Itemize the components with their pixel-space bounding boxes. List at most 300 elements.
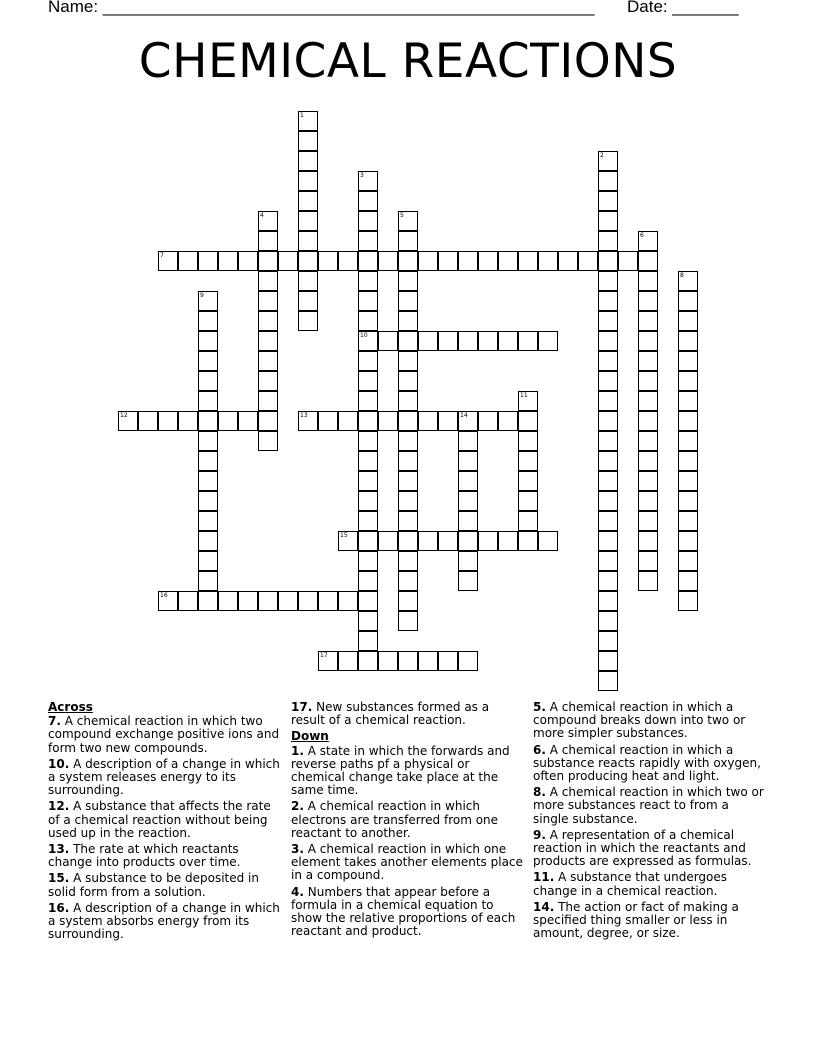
crossword-cell[interactable] xyxy=(418,411,438,431)
cell-number: 12 xyxy=(120,412,128,419)
crossword-cell[interactable] xyxy=(358,271,378,291)
crossword-cell[interactable] xyxy=(358,651,378,671)
crossword-cell[interactable] xyxy=(458,451,478,471)
crossword-cell[interactable] xyxy=(398,271,418,291)
crossword-cell[interactable] xyxy=(398,511,418,531)
crossword-cell[interactable] xyxy=(218,251,238,271)
clue-number: 9. xyxy=(533,827,546,842)
crossword-cell[interactable] xyxy=(598,151,618,171)
crossword-cell[interactable] xyxy=(458,551,478,571)
crossword-cell[interactable] xyxy=(638,471,658,491)
crossword-cell[interactable] xyxy=(518,451,538,471)
crossword-cell[interactable] xyxy=(598,511,618,531)
crossword-cell[interactable] xyxy=(258,411,278,431)
clue-down-6 xyxy=(533,744,765,784)
crossword-cell[interactable] xyxy=(538,531,558,551)
cell-number: 8 xyxy=(680,272,684,279)
crossword-cell[interactable] xyxy=(358,611,378,631)
crossword-cell[interactable] xyxy=(398,251,418,271)
crossword-cell[interactable] xyxy=(358,491,378,511)
crossword-cell[interactable] xyxy=(678,391,698,411)
crossword-cell[interactable] xyxy=(478,531,498,551)
clue-text: A representation of a chemical reaction in which the reactants and products are expressed as formulas. xyxy=(533,827,752,869)
crossword-cell[interactable] xyxy=(198,391,218,411)
page-title: CHEMICAL REACTIONS xyxy=(138,34,678,89)
crossword-cell[interactable] xyxy=(278,591,298,611)
crossword-cell[interactable] xyxy=(198,511,218,531)
crossword-cell[interactable] xyxy=(638,411,658,431)
cell-number: 2 xyxy=(600,152,604,159)
crossword-cell[interactable] xyxy=(298,591,318,611)
crossword-cell[interactable] xyxy=(358,411,378,431)
crossword-cell[interactable] xyxy=(378,411,398,431)
crossword-cell[interactable] xyxy=(378,251,398,271)
crossword-cell[interactable] xyxy=(598,211,618,231)
clue-down-4 xyxy=(291,886,523,939)
crossword-cell[interactable] xyxy=(638,271,658,291)
crossword-cell[interactable] xyxy=(478,411,498,431)
crossword-cell[interactable] xyxy=(598,431,618,451)
crossword-cell[interactable] xyxy=(358,191,378,211)
clue-text: A substance that affects the rate of a chemical reaction without being used up in the reaction. xyxy=(48,799,271,840)
crossword-cell[interactable] xyxy=(438,651,458,671)
crossword-cell[interactable] xyxy=(158,251,178,271)
clue-across-15 xyxy=(48,872,280,898)
crossword-cell[interactable] xyxy=(598,451,618,471)
clue-number: 15. xyxy=(48,871,70,886)
clue-text: A chemical reaction in which electrons are transferred from one reactant to another. xyxy=(291,799,499,840)
cell-number: 17 xyxy=(320,652,328,659)
crossword-cell[interactable] xyxy=(318,411,338,431)
clue-number: 4. xyxy=(291,884,304,899)
crossword-cell[interactable] xyxy=(298,211,318,231)
crossword-cell[interactable] xyxy=(258,311,278,331)
crossword-cell[interactable] xyxy=(258,371,278,391)
crossword-cell[interactable] xyxy=(598,531,618,551)
crossword-cell[interactable] xyxy=(258,291,278,311)
crossword-cell[interactable] xyxy=(438,331,458,351)
crossword-cell[interactable] xyxy=(198,351,218,371)
crossword-cell[interactable] xyxy=(258,271,278,291)
crossword-cell[interactable] xyxy=(638,391,658,411)
crossword-cell[interactable] xyxy=(298,411,318,431)
crossword-cell[interactable] xyxy=(358,431,378,451)
crossword-cell[interactable] xyxy=(358,311,378,331)
cell-number: 3 xyxy=(360,172,364,179)
clue-across-7 xyxy=(48,715,280,755)
clue-across-17 xyxy=(291,701,523,727)
crossword-cell[interactable] xyxy=(338,411,358,431)
crossword-cell[interactable] xyxy=(678,551,698,571)
crossword-cell[interactable] xyxy=(238,591,258,611)
cell-number: 10 xyxy=(360,332,368,339)
clue-number: 13. xyxy=(48,842,70,857)
clue-down-5 xyxy=(533,701,765,741)
crossword-cell[interactable] xyxy=(198,551,218,571)
crossword-cell[interactable] xyxy=(598,551,618,571)
clue-text: The action or fact of making a specified thing smaller or less in amount, degree, or size. xyxy=(533,899,739,941)
crossword-cell[interactable] xyxy=(478,331,498,351)
crossword-cell[interactable] xyxy=(518,331,538,351)
crossword-cell[interactable] xyxy=(438,251,458,271)
crossword-cell[interactable] xyxy=(638,451,658,471)
crossword-cell[interactable] xyxy=(398,231,418,251)
crossword-cell[interactable] xyxy=(638,431,658,451)
clues-column-2 xyxy=(291,701,523,941)
crossword-cell[interactable] xyxy=(278,251,298,271)
crossword-cell[interactable] xyxy=(178,591,198,611)
crossword-cell[interactable] xyxy=(638,551,658,571)
crossword-cell[interactable] xyxy=(518,391,538,411)
clue-down-9 xyxy=(533,829,765,869)
crossword-cell[interactable] xyxy=(518,471,538,491)
crossword-cell[interactable] xyxy=(138,411,158,431)
crossword-cell[interactable] xyxy=(678,311,698,331)
crossword-cell[interactable] xyxy=(118,411,138,431)
crossword-cell[interactable] xyxy=(398,211,418,231)
crossword-cell[interactable] xyxy=(678,511,698,531)
crossword-cell[interactable] xyxy=(638,511,658,531)
crossword-cell[interactable] xyxy=(438,531,458,551)
crossword-cell[interactable] xyxy=(598,411,618,431)
crossword-cell[interactable] xyxy=(258,331,278,351)
crossword-cell[interactable] xyxy=(598,311,618,331)
crossword-cell[interactable] xyxy=(198,471,218,491)
crossword-cell[interactable] xyxy=(638,531,658,551)
clues-column-1 xyxy=(48,701,280,944)
crossword-cell[interactable] xyxy=(298,131,318,151)
crossword-cell[interactable] xyxy=(458,411,478,431)
crossword-cell[interactable] xyxy=(198,571,218,591)
crossword-cell[interactable] xyxy=(398,651,418,671)
crossword-cell[interactable] xyxy=(678,271,698,291)
cell-number: 13 xyxy=(300,412,308,419)
crossword-cell[interactable] xyxy=(638,291,658,311)
clue-number: 17. xyxy=(291,700,313,714)
crossword-cell[interactable] xyxy=(458,331,478,351)
crossword-cell[interactable] xyxy=(398,451,418,471)
crossword-cell[interactable] xyxy=(338,531,358,551)
crossword-cell[interactable] xyxy=(518,251,538,271)
crossword-cell[interactable] xyxy=(258,431,278,451)
crossword-cell[interactable] xyxy=(358,551,378,571)
crossword-cell[interactable] xyxy=(198,371,218,391)
crossword-cell[interactable] xyxy=(358,171,378,191)
crossword-cell[interactable] xyxy=(218,591,238,611)
crossword-cell[interactable] xyxy=(198,291,218,311)
clue-down-3 xyxy=(291,843,523,883)
crossword-cell[interactable] xyxy=(258,211,278,231)
crossword-cell[interactable] xyxy=(178,411,198,431)
crossword-cell[interactable] xyxy=(298,291,318,311)
clue-text: New substances formed as a result of a chemical reaction. xyxy=(291,700,490,728)
crossword-cell[interactable] xyxy=(598,351,618,371)
crossword-cell[interactable] xyxy=(198,531,218,551)
clue-text: A substance to be deposited in solid form from a solution. xyxy=(48,871,259,899)
crossword-cell[interactable] xyxy=(678,531,698,551)
crossword-cell[interactable] xyxy=(258,251,278,271)
crossword-cell[interactable] xyxy=(198,431,218,451)
crossword-cell[interactable] xyxy=(298,191,318,211)
crossword-cell[interactable] xyxy=(298,271,318,291)
crossword-cell[interactable] xyxy=(638,491,658,511)
crossword-cell[interactable] xyxy=(598,591,618,611)
crossword-cell[interactable] xyxy=(638,231,658,251)
crossword-cell[interactable] xyxy=(598,631,618,651)
crossword-cell[interactable] xyxy=(158,591,178,611)
crossword-cell[interactable] xyxy=(358,631,378,651)
crossword-cell[interactable] xyxy=(358,371,378,391)
crossword-cell[interactable] xyxy=(598,471,618,491)
clue-across-12 xyxy=(48,800,280,840)
crossword-cell[interactable] xyxy=(398,531,418,551)
date-field[interactable]: Date: _______ xyxy=(627,0,739,16)
clue-number: 16. xyxy=(48,900,70,915)
cell-number: 14 xyxy=(460,412,468,419)
crossword-cell[interactable] xyxy=(258,231,278,251)
crossword-cell[interactable] xyxy=(638,311,658,331)
clue-number: 11. xyxy=(533,870,555,885)
clue-number: 3. xyxy=(291,842,304,857)
crossword-cell[interactable] xyxy=(298,111,318,131)
clue-number: 6. xyxy=(533,742,546,757)
clue-text: A substance that undergoes change in a chemical reaction. xyxy=(533,870,728,898)
crossword-cell[interactable] xyxy=(378,651,398,671)
crossword-cell[interactable] xyxy=(418,331,438,351)
crossword-cell[interactable] xyxy=(218,411,238,431)
crossword-cell[interactable] xyxy=(358,511,378,531)
crossword-cell[interactable] xyxy=(498,531,518,551)
crossword-cell[interactable] xyxy=(318,251,338,271)
clue-number: 2. xyxy=(291,799,304,814)
crossword-cell[interactable] xyxy=(398,371,418,391)
crossword-cell[interactable] xyxy=(358,571,378,591)
crossword-cell[interactable] xyxy=(638,351,658,371)
cell-number: 1 xyxy=(300,112,304,119)
crossword-cell[interactable] xyxy=(398,571,418,591)
cell-number: 6 xyxy=(640,232,644,239)
crossword-cell[interactable] xyxy=(358,331,378,351)
crossword-cell[interactable] xyxy=(178,251,198,271)
crossword-cell[interactable] xyxy=(458,531,478,551)
cell-number: 16 xyxy=(160,592,168,599)
clue-text: A chemical reaction in which a substance reacts rapidly with oxygen, often producing heat and light. xyxy=(533,742,761,784)
crossword-cell[interactable] xyxy=(518,411,538,431)
crossword-cell[interactable] xyxy=(338,251,358,271)
crossword-cell[interactable] xyxy=(378,531,398,551)
crossword-cell[interactable] xyxy=(678,371,698,391)
crossword-cell[interactable] xyxy=(398,591,418,611)
clue-down-2 xyxy=(291,800,523,840)
crossword-cell[interactable] xyxy=(358,211,378,231)
crossword-cell[interactable] xyxy=(438,411,458,431)
crossword-cell[interactable] xyxy=(638,571,658,591)
crossword-cell[interactable] xyxy=(498,411,518,431)
crossword-cell[interactable] xyxy=(418,531,438,551)
crossword-cell[interactable] xyxy=(458,651,478,671)
clue-down-1 xyxy=(291,745,523,798)
crossword-cell[interactable] xyxy=(598,271,618,291)
crossword-cell[interactable] xyxy=(538,331,558,351)
clue-number: 10. xyxy=(48,756,70,771)
crossword-cell[interactable] xyxy=(358,291,378,311)
crossword-cell[interactable] xyxy=(678,491,698,511)
crossword-cell[interactable] xyxy=(598,371,618,391)
crossword-cell[interactable] xyxy=(598,391,618,411)
crossword-cell[interactable] xyxy=(398,611,418,631)
clue-text: The rate at which reactants change into products over time. xyxy=(48,842,241,870)
crossword-cell[interactable] xyxy=(198,251,218,271)
crossword-cell[interactable] xyxy=(598,191,618,211)
crossword-cell[interactable] xyxy=(198,311,218,331)
crossword-cell[interactable] xyxy=(678,291,698,311)
crossword-cell[interactable] xyxy=(358,351,378,371)
crossword-cell[interactable] xyxy=(598,491,618,511)
clue-number: 5. xyxy=(533,700,546,714)
crossword-cell[interactable] xyxy=(678,451,698,471)
crossword-cell[interactable] xyxy=(598,571,618,591)
crossword-cell[interactable] xyxy=(618,251,638,271)
crossword-cell[interactable] xyxy=(318,651,338,671)
clue-down-14 xyxy=(533,901,765,941)
clue-across-13 xyxy=(48,843,280,869)
crossword-cell[interactable] xyxy=(458,571,478,591)
crossword-cell[interactable] xyxy=(298,231,318,251)
crossword-cell[interactable] xyxy=(598,291,618,311)
clue-text: A description of a change in which a system absorbs energy from its surrounding. xyxy=(48,900,280,942)
crossword-cell[interactable] xyxy=(198,451,218,471)
clue-text: Numbers that appear before a formula in a chemical equation to show the relative proportions of each reactant and product. xyxy=(291,884,516,939)
crossword-cell[interactable] xyxy=(458,511,478,531)
crossword-cell[interactable] xyxy=(398,431,418,451)
crossword-cell[interactable] xyxy=(678,411,698,431)
clue-text: A state in which the forwards and reverse paths pf a physical or chemical change take place at the same time. xyxy=(291,743,510,798)
cell-number: 11 xyxy=(520,392,528,399)
crossword-cell[interactable] xyxy=(458,471,478,491)
clue-text: A description of a change in which a system releases energy to its surrounding. xyxy=(48,756,280,798)
crossword-cell[interactable] xyxy=(258,391,278,411)
crossword-cell[interactable] xyxy=(198,411,218,431)
crossword-cell[interactable] xyxy=(518,491,538,511)
crossword-cell[interactable] xyxy=(398,331,418,351)
crossword-cell[interactable] xyxy=(338,651,358,671)
crossword-cell[interactable] xyxy=(678,591,698,611)
crossword-cell[interactable] xyxy=(498,251,518,271)
crossword-cell[interactable] xyxy=(418,251,438,271)
crossword-cell[interactable] xyxy=(598,611,618,631)
across-heading: Across xyxy=(48,700,93,714)
crossword-cell[interactable] xyxy=(298,251,318,271)
crossword-cell[interactable] xyxy=(598,651,618,671)
crossword-cell[interactable] xyxy=(398,311,418,331)
crossword-cell[interactable] xyxy=(518,511,538,531)
crossword-cell[interactable] xyxy=(538,251,558,271)
crossword-cell[interactable] xyxy=(158,411,178,431)
crossword-cell[interactable] xyxy=(398,391,418,411)
crossword-cell[interactable] xyxy=(678,331,698,351)
crossword-cell[interactable] xyxy=(638,251,658,271)
cell-number: 4 xyxy=(260,212,264,219)
crossword-cell[interactable] xyxy=(518,431,538,451)
crossword-cell[interactable] xyxy=(238,411,258,431)
crossword-cell[interactable] xyxy=(398,351,418,371)
crossword-cell[interactable] xyxy=(358,451,378,471)
crossword-cell[interactable] xyxy=(578,251,598,271)
cell-number: 7 xyxy=(160,252,164,259)
crossword-cell[interactable] xyxy=(358,251,378,271)
crossword-cell[interactable] xyxy=(598,251,618,271)
clue-text: A chemical reaction in which a compound breaks down into two or more simpler substances. xyxy=(533,700,746,741)
crossword-cell[interactable] xyxy=(358,231,378,251)
crossword-cell[interactable] xyxy=(198,491,218,511)
clue-down-11 xyxy=(533,871,765,897)
crossword-cell[interactable] xyxy=(458,431,478,451)
crossword-cell[interactable] xyxy=(258,591,278,611)
crossword-cell[interactable] xyxy=(298,311,318,331)
clue-number: 8. xyxy=(533,785,546,800)
crossword-cell[interactable] xyxy=(398,551,418,571)
crossword-cell[interactable] xyxy=(358,471,378,491)
crossword-cell[interactable] xyxy=(458,491,478,511)
crossword-cell[interactable] xyxy=(458,251,478,271)
crossword-cell[interactable] xyxy=(398,491,418,511)
cell-number: 9 xyxy=(200,292,204,299)
clue-down-8 xyxy=(533,786,765,826)
crossword-cell[interactable] xyxy=(678,471,698,491)
crossword-cell[interactable] xyxy=(518,531,538,551)
crossword-cell[interactable] xyxy=(638,331,658,351)
crossword-cell[interactable] xyxy=(338,591,358,611)
crossword-cell[interactable] xyxy=(358,391,378,411)
crossword-cell[interactable] xyxy=(298,151,318,171)
crossword-cell[interactable] xyxy=(398,411,418,431)
crossword-cell[interactable] xyxy=(598,331,618,351)
crossword-cell[interactable] xyxy=(418,651,438,671)
cell-number: 5 xyxy=(400,212,404,219)
clue-number: 1. xyxy=(291,743,304,758)
crossword-cell[interactable] xyxy=(478,251,498,271)
clue-across-10 xyxy=(48,758,280,798)
clue-text: A chemical reaction in which two or more substances react to from a single substance. xyxy=(533,785,764,826)
crossword-cell[interactable] xyxy=(398,471,418,491)
crossword-cell[interactable] xyxy=(198,331,218,351)
crossword-cell[interactable] xyxy=(638,371,658,391)
clues-column-3 xyxy=(533,701,765,943)
crossword-cell[interactable] xyxy=(598,671,618,691)
crossword-cell[interactable] xyxy=(358,531,378,551)
name-field[interactable]: Name: ____________________________________________________ xyxy=(48,0,595,16)
clue-number: 14. xyxy=(533,899,555,914)
crossword-cell[interactable] xyxy=(318,591,338,611)
crossword-cell[interactable] xyxy=(678,351,698,371)
crossword-cell[interactable] xyxy=(398,291,418,311)
cell-number: 15 xyxy=(340,532,348,539)
crossword-cell[interactable] xyxy=(358,591,378,611)
crossword-cell[interactable] xyxy=(498,331,518,351)
crossword-cell[interactable] xyxy=(558,251,578,271)
clue-text: A chemical reaction in which two compound exchange positive ions and form two new compounds. xyxy=(48,714,280,755)
crossword-cell[interactable] xyxy=(378,331,398,351)
clue-number: 7. xyxy=(48,714,61,729)
crossword-cell[interactable] xyxy=(598,171,618,191)
crossword-cell[interactable] xyxy=(198,591,218,611)
crossword-cell[interactable] xyxy=(678,431,698,451)
crossword-cell[interactable] xyxy=(678,571,698,591)
crossword-cell[interactable] xyxy=(258,351,278,371)
crossword-cell[interactable] xyxy=(298,171,318,191)
crossword-cell[interactable] xyxy=(598,231,618,251)
crossword-cell[interactable] xyxy=(238,251,258,271)
